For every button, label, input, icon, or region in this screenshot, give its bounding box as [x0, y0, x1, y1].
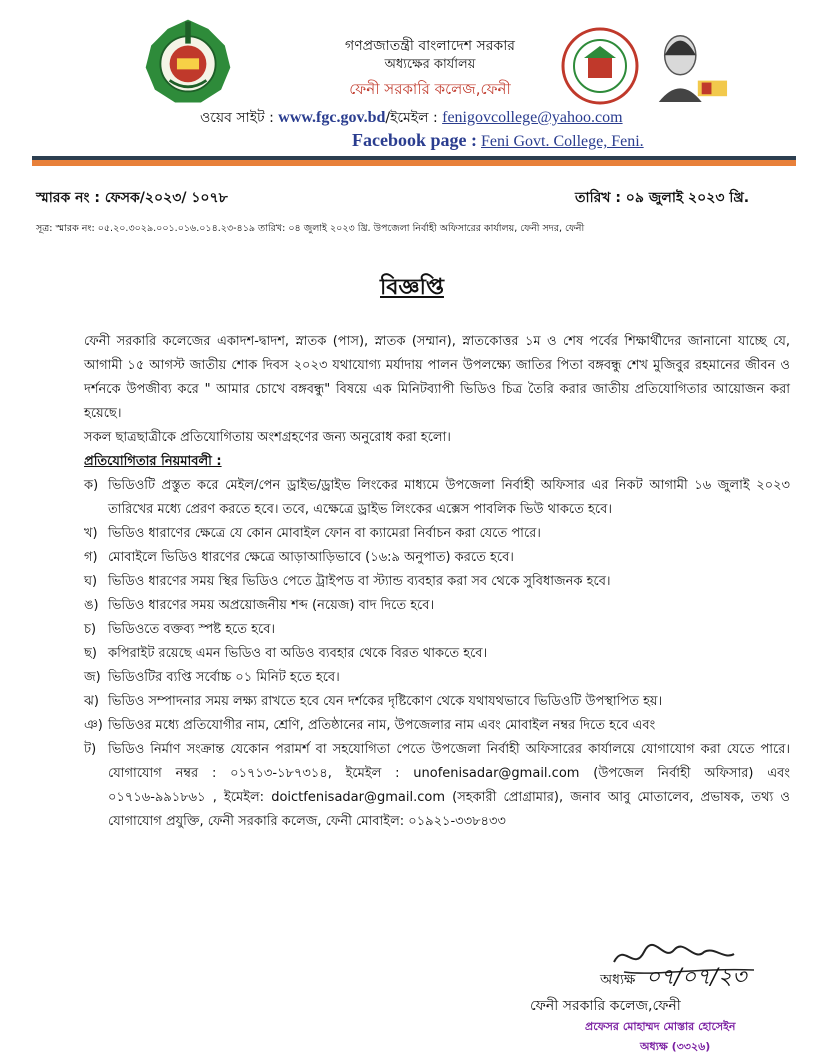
rule-key: ঞ) — [84, 718, 103, 733]
rule-item — [84, 474, 790, 522]
rule-item — [84, 594, 790, 618]
rule-key: ঝ) — [84, 694, 99, 709]
website-link[interactable]: www.fgc.gov.bd — [278, 109, 386, 126]
rule-item — [84, 738, 790, 834]
header-divider-orange — [32, 160, 796, 166]
rule-item — [84, 522, 790, 546]
rule-item — [84, 570, 790, 594]
rule-text: মোবাইলে ভিডিও ধারণের ক্ষেত্রে আড়াআড়িভাবে (১৬:৯ অনুপাত) করতে হবে। — [108, 550, 514, 565]
facebook-line — [352, 130, 792, 151]
signature-date: ০৭/০৭/২৩ — [645, 965, 747, 990]
rule-item — [84, 714, 790, 738]
rules-list — [84, 474, 790, 834]
signatory-title: অধ্যক্ষ — [600, 972, 636, 988]
notice-paragraph: ফেনী সরকারি কলেজের একাদশ-দ্বাদশ, স্নাতক (পাস), স্নাতক (সম্মান), স্নাতকোত্তর ১ম ও শেষ পর্বের শিক্ষার্থীদের জানানো যাচ্ছে যে, আগামী ১৫ আগস্ট জাতীয় শোক দিবস ২০২৩ যথাযোগ্য মর্যাদায় পালন উপলক্ষ্যে জাতির পিতা বঙ্গবন্ধু শেখ মুজিবুর রহমানের জীবন ও দর্শনকে উপজীব্য করে " আমার চোখে বঙ্গবন্ধু" বিষয়ে এক মিনিটব্যাপী ভিডিও চিত্র তৈরি করার জাতীয় প্রতিযোগিতার আয়োজন করা হয়েছে। — [84, 334, 790, 421]
rule-key: ছ) — [84, 646, 97, 661]
office-name: অধ্যক্ষের কার্যালয় — [384, 57, 476, 72]
notice-body — [84, 330, 790, 834]
notice-title: বিজ্ঞপ্তি — [380, 275, 444, 300]
rule-key: গ) — [84, 550, 98, 565]
rule-key: ট) — [84, 742, 97, 757]
college-name: ফেনী সরকারি কলেজ,ফেনী — [349, 80, 511, 98]
rule-key: চ) — [84, 622, 97, 637]
signatory-designation — [600, 960, 746, 997]
rule-item — [84, 690, 790, 714]
bangabandhu-portrait-icon — [650, 26, 730, 104]
rule-key: ঘ) — [84, 574, 98, 589]
rule-text: ভিডিও ধারাণের ক্ষেত্রে যে কোন মোবাইল ফোন বা ক্যামেরা নির্বাচন করা যেতে পারে। — [108, 526, 541, 541]
memo-reference: সূত্র: স্মারক নং: ০৫.২০.৩০২৯.০০১.০১৬.০১৪.২৩-৪১৯ তারিখ: ০৪ জুলাই ২০২৩ খ্রি. উপজেলা নির্বাহী অফিসারের কার্যালয়, ফেনী সদর, ফেনী — [36, 223, 585, 234]
contact-line — [200, 106, 780, 130]
notice-request: সকল ছাত্রছাত্রীকে প্রতিযোগিতায় অংশগ্রহণের জন্য অনুরোধ করা হলো। — [84, 430, 451, 445]
rule-key: ঙ) — [84, 598, 99, 613]
memo-ref: স্মারক নং : ফেসক/২০২৩/ ১০৭৮ — [36, 190, 228, 206]
signatory-name: প্রফেসর মোহাম্মদ মোস্তার হোসেইন — [585, 1020, 736, 1033]
college-seal-icon — [142, 16, 234, 108]
facebook-label: Facebook page : — [352, 130, 477, 150]
signatory-id: অধ্যক্ষ (৩৩২৬) — [640, 1040, 711, 1053]
rule-text: ভিডিও নির্মাণ সংক্রান্ত যেকোন পরামর্শ বা সহযোগিতা পেতে উপজেলা নির্বাহী অফিসারের কার্যালয়ে যোগাযোগ করা যেতে পারে। যোগাযোগ নম্বর : ০১৭১৩-১৮৭৩১৪, ইমেইল : unofenisadar@gmail.com (উপজেল নির্বাহী অফিসার) এবং ০১৭১৬-৯৯১৮৬১ , ইমেইল: doictfenisadar@gmail.com (সহকারী প্রোগ্রামার), জনাব আবু মোতালেব, প্রভাষক, তথ্য ও যোগাযোগ প্রযুক্তি, ফেনী সরকারি কলেজ, ফেনী মোবাইল: ০১৯২১-৩৩৮৪৩৩ — [108, 742, 790, 829]
rule-key: জ) — [84, 670, 101, 685]
rule-text: কপিরাইট রয়েছে এমন ভিডিও বা অডিও ব্যবহার থেকে বিরত থাকতে হবে। — [108, 646, 488, 661]
government-name: গণপ্রজাতন্ত্রী বাংলাদেশ সরকার — [345, 38, 515, 54]
rule-item — [84, 666, 790, 690]
rule-item — [84, 642, 790, 666]
rule-item — [84, 546, 790, 570]
rule-text: ভিডিও সম্পাদনার সময় লক্ষ্য রাখতে হবে যেন দর্শকের দৃষ্টিকোণ থেকে যথাযথভাবে ভিডিওটি উপস্থাপিত হয়। — [108, 694, 663, 709]
email-link[interactable]: fenigovcollege@yahoo.com — [442, 109, 623, 126]
rule-text: ভিডিও ধারণের সময় স্থির ভিডিও পেতে ট্রাইপড বা স্ট্যান্ড ব্যবহার করা সব থেকে সুবিধাজনক হবে। — [108, 574, 611, 589]
memo-date: তারিখ : ০৯ জুলাই ২০২৩ খ্রি. — [575, 190, 750, 206]
signatory-institution: ফেনী সরকারি কলেজ,ফেনী — [530, 998, 681, 1014]
rule-text: ভিডিওতে বক্তব্য স্পষ্ট হতে হবে। — [108, 622, 276, 637]
mujib-100-logo-icon — [560, 26, 640, 106]
rule-item — [84, 618, 790, 642]
rule-text: ভিডিওটির ব্যপ্তি সর্বোচ্চ ০১ মিনিট হতে হবে। — [108, 670, 340, 685]
website-label: ওয়েব সাইট : — [200, 110, 274, 126]
rule-key: খ) — [84, 526, 98, 541]
rule-text: ভিডিওর মধ্যে প্রতিযোগীর নাম, শ্রেণি, প্রতিষ্ঠানের নাম, উপজেলার নাম এবং মোবাইল নম্বর দিতে হবে এবং — [108, 718, 656, 733]
facebook-link[interactable]: Feni Govt. College, Feni. — [481, 133, 644, 150]
rules-heading: প্রতিযোগিতার নিয়মাবলী : — [84, 454, 222, 469]
rule-text: ভিডিও ধারণের সময় অপ্রয়োজনীয় শব্দ (নয়েজ) বাদ দিতে হবে। — [108, 598, 435, 613]
rule-key: ক) — [84, 478, 99, 493]
email-label: /ইমেইল : — [385, 110, 438, 126]
rule-text: ভিডিওটি প্রস্তুত করে মেইল/পেন ড্রাইভ/ড্রাইভ লিংকের মাধ্যমে উপজেলা নির্বাহী অফিসার এর নিকট আগামী ১৬ জুলাই ২০২৩ তারিখের মধ্যে প্রেরণ করতে হবে। তবে, এক্ষেত্রে ড্রাইভ লিংকের এক্সেস পাবলিক ভিউ থাকতে হবে। — [108, 478, 790, 517]
